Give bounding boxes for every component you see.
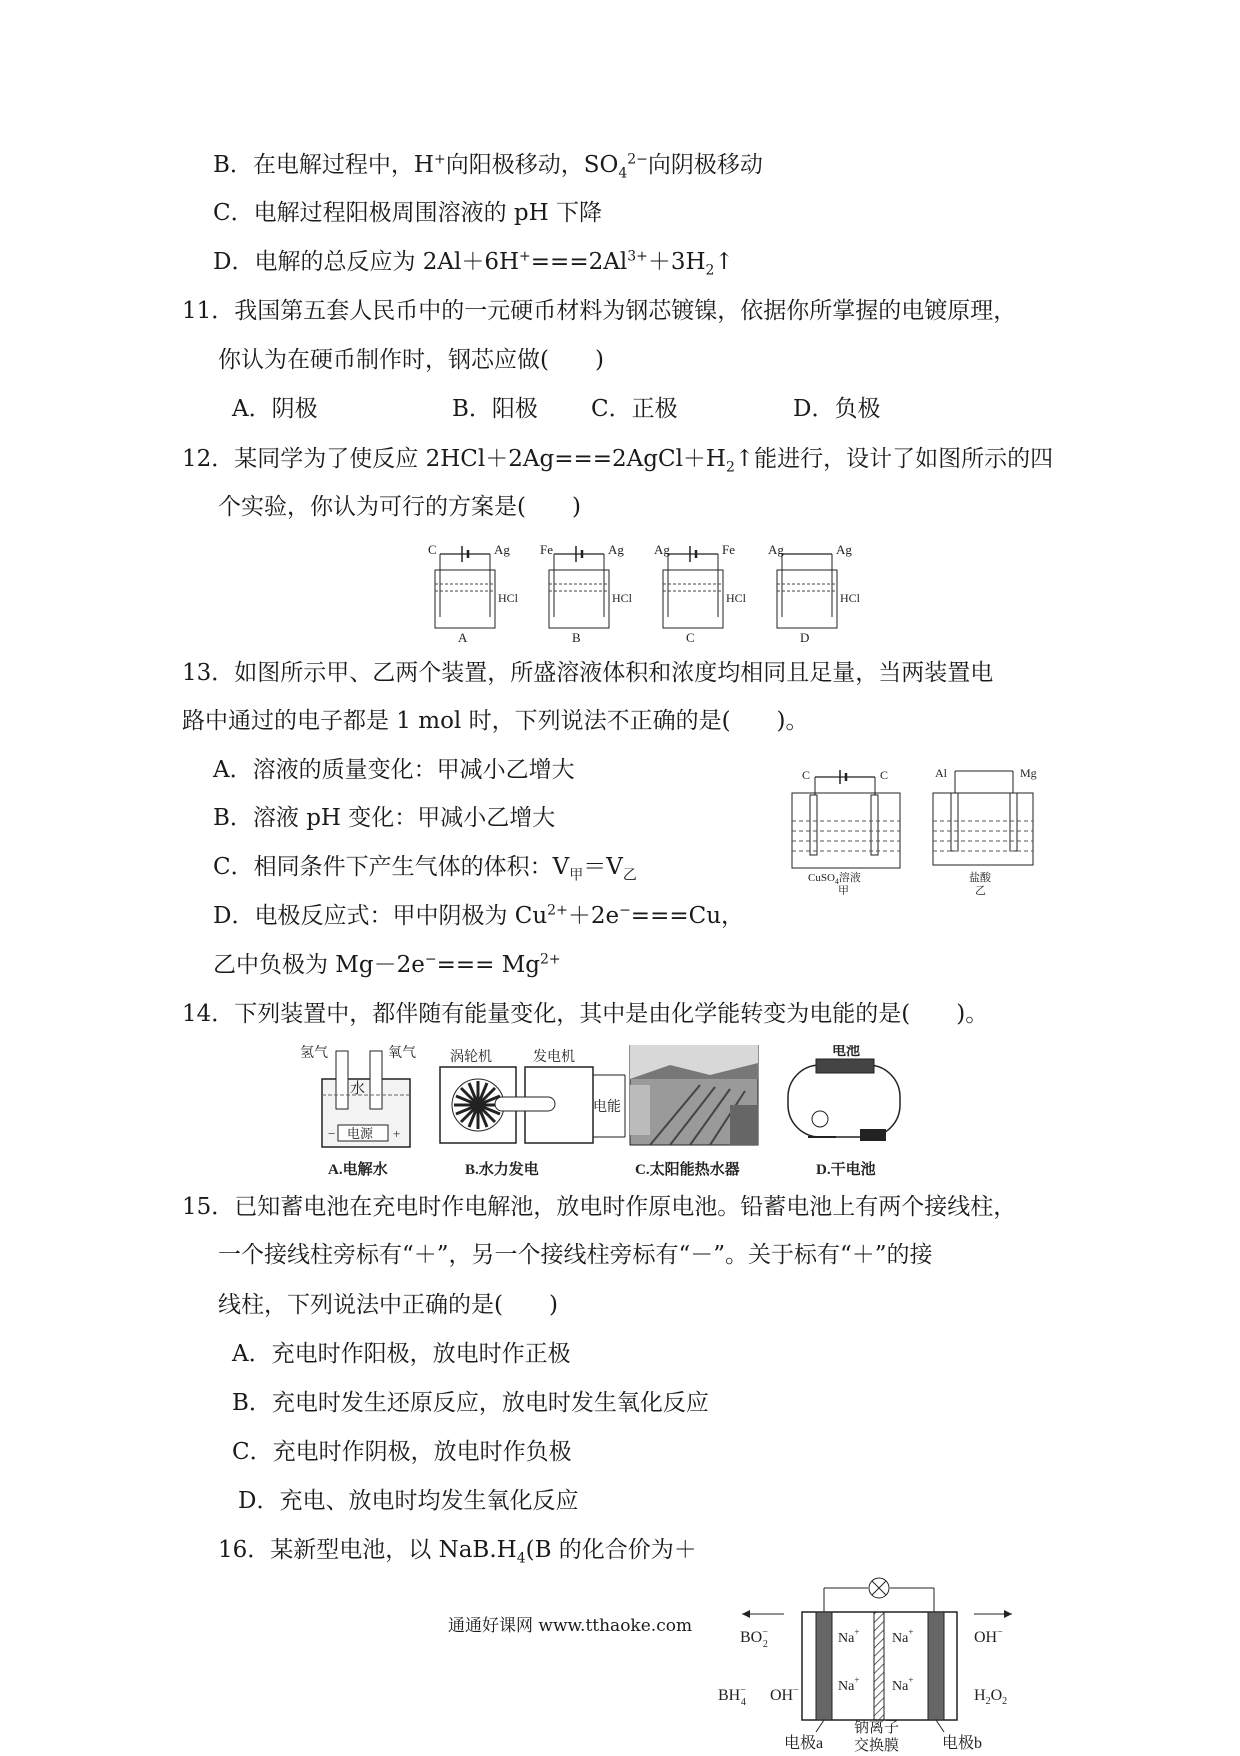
- q13-yi-right: Mg: [1020, 766, 1037, 780]
- q14-b-energy: 电能: [593, 1100, 621, 1115]
- q12-a-right-label: Ag: [494, 542, 510, 557]
- q14-d-caption: D.干电池: [816, 1162, 876, 1178]
- q12-figure: [428, 542, 868, 642]
- q11-option-d: D．负极: [793, 396, 881, 422]
- q14-a-minus: −: [328, 1126, 336, 1141]
- q16-na-4: Na+: [892, 1675, 914, 1694]
- q12-c-left-label: Ag: [654, 542, 670, 557]
- q15-option-a: A．充电时作阳极，放电时作正极: [232, 1341, 571, 1367]
- q13-cell-jia: [792, 768, 900, 895]
- q13-option-d: D．电极反应式：甲中阴极为 $Cu^{2+}+2e^-===Cu$，: [213, 902, 745, 929]
- q16-na-2: Na+: [892, 1627, 914, 1646]
- q13-cell-yi: [933, 766, 1037, 895]
- q15-stem-line3: 线柱，下列说法中正确的是( ): [218, 1292, 558, 1318]
- q14-b-generator: 发电机: [533, 1050, 575, 1065]
- q13-jia-name: 甲: [838, 885, 849, 895]
- q14-a-gas1: 氢气: [300, 1046, 328, 1061]
- q12-cell-a: [428, 542, 519, 642]
- q13-option-c: C．相同条件下产生气体的体积：$V_甲=V_乙$: [213, 854, 637, 884]
- q14-fig-b: [440, 1048, 625, 1178]
- q11-option-c: C．正极: [591, 396, 678, 422]
- q16-electrode-a: 电极a: [784, 1735, 824, 1752]
- q16-membrane-2: 交换膜: [854, 1738, 900, 1752]
- q14-a-water: 水: [350, 1081, 366, 1097]
- q14-a-plus: +: [393, 1126, 401, 1141]
- q12-a-solution: HCl: [498, 591, 519, 605]
- q15-stem-line1: 15．已知蓄电池在充电时作电解池，放电时作原电池。铅蓄电池上有两个接线柱，: [182, 1194, 1017, 1220]
- q10-option-d: D．电解的总反应为 $2Al+6H^+===2Al^{3+}+3H_2↑$: [213, 248, 734, 279]
- q15-option-b: B．充电时发生还原反应，放电时发生氧化反应: [232, 1390, 709, 1416]
- q11-option-a: A．阴极: [232, 396, 318, 422]
- page-footer: 通通好课网 www.tthaoke.com: [448, 1616, 693, 1636]
- q16-na-1: Na+: [838, 1627, 860, 1646]
- q12-d-right-label: Ag: [836, 542, 852, 557]
- q12-b-right-label: Ag: [608, 542, 624, 557]
- q13-yi-left: Al: [935, 766, 947, 780]
- q13-jia-right: C: [880, 768, 889, 782]
- q15-option-d: D．充电、放电时均发生氧化反应: [238, 1488, 579, 1514]
- q11-option-b: B．阳极: [452, 396, 538, 422]
- q12-a-left-label: C: [428, 542, 437, 557]
- q12-cell-d: [768, 542, 861, 642]
- q13-stem-line2: 路中通过的电子都是 1 mol 时，下列说法不正确的是( )。: [182, 708, 809, 734]
- q12-b-left-label: Fe: [540, 542, 553, 557]
- q14-stem: 14．下列装置中，都伴随有能量变化，其中是由化学能转变为电能的是( )。: [182, 1001, 989, 1027]
- q14-d-battery: 电池: [832, 1045, 860, 1059]
- q16-oh-right: OH−: [974, 1627, 1003, 1646]
- q16-figure: [712, 1572, 1032, 1752]
- q14-fig-d: [788, 1045, 900, 1178]
- q14-a-gas2: 氧气: [388, 1046, 416, 1061]
- q12-cell-b: [540, 542, 633, 642]
- q13-jia-solution: CuSO$_4$溶液: [808, 872, 861, 886]
- q16-bh4: BH− 4: [718, 1685, 746, 1708]
- q14-c-caption: C.太阳能热水器: [635, 1162, 740, 1178]
- q12-b-solution: HCl: [612, 591, 633, 605]
- q11-stem-line1: 11．我国第五套人民币中的一元硬币材料为钢芯镀镍，依据你所掌握的电镀原理，: [182, 298, 1017, 324]
- q12-d-caption: D: [800, 630, 810, 642]
- q12-cell-c: [654, 542, 747, 642]
- q13-figure: [780, 765, 1050, 895]
- q10-option-c: C．电解过程阳极周围溶液的 pH 下降: [213, 200, 603, 226]
- q12-b-caption: B: [572, 630, 581, 642]
- q15-option-c: C．充电时作阴极，放电时作负极: [232, 1439, 572, 1465]
- q16-electrode-b: 电极b: [942, 1735, 983, 1752]
- q12-c-right-label: Fe: [722, 542, 735, 557]
- q12-stem-line1: 12．某同学为了使反应 $2HCl+2Ag===2AgCl+H_2↑$能进行，设计了如图所示的四: [182, 446, 1054, 476]
- q14-a-power: 电源: [347, 1126, 374, 1141]
- q15-stem-line2: 一个接线柱旁标有“＋”，另一个接线柱旁标有“－”。关于标有“＋”的接: [218, 1242, 933, 1268]
- q14-fig-a: [300, 1045, 416, 1178]
- q13-option-d-line2: 乙中负极为 $Mg-2e^-=== Mg^{2+}$: [213, 951, 561, 978]
- q16-membrane-1: 钠离子: [854, 1720, 900, 1736]
- q13-option-b: B．溶液 pH 变化：甲减小乙增大: [213, 805, 556, 831]
- q12-d-solution: HCl: [840, 591, 861, 605]
- q16-h2o2: $H_2O_2$: [974, 1687, 1008, 1707]
- q13-stem-line1: 13．如图所示甲、乙两个装置，所盛溶液体积和浓度均相同且足量，当两装置电: [182, 660, 994, 686]
- q16-na-3: Na+: [838, 1675, 860, 1694]
- q14-fig-c: [630, 1045, 758, 1178]
- q14-b-caption: B.水力发电: [465, 1162, 539, 1178]
- q11-stem-line2: 你认为在硬币制作时，钢芯应做( ): [218, 347, 604, 373]
- q12-c-caption: C: [686, 630, 695, 642]
- q16-bo2: BO− 2: [740, 1627, 768, 1650]
- q12-d-left-label: Ag: [768, 542, 784, 557]
- q13-yi-name: 乙: [975, 885, 986, 895]
- q16-stem-line1: 16．某新型电池，以 $NaB.H_4(B$ 的化合价为＋: [218, 1537, 697, 1567]
- q14-b-wheel: 涡轮机: [450, 1050, 492, 1065]
- q13-option-a: A．溶液的质量变化：甲减小乙增大: [213, 757, 575, 783]
- q14-figure: [300, 1045, 980, 1180]
- q16-oh-left: OH−: [770, 1685, 799, 1704]
- q12-a-caption: A: [458, 630, 468, 642]
- q14-a-caption: A.电解水: [328, 1162, 388, 1178]
- q13-yi-solution: 盐酸: [969, 872, 991, 884]
- q12-c-solution: HCl: [726, 591, 747, 605]
- q12-stem-line2: 个实验，你认为可行的方案是( ): [218, 494, 581, 520]
- q13-jia-left: C: [802, 768, 811, 782]
- q10-option-b: B．在电解过程中，H+向阳极移动，$SO_4^{2-}$向阴极移动: [213, 151, 763, 182]
